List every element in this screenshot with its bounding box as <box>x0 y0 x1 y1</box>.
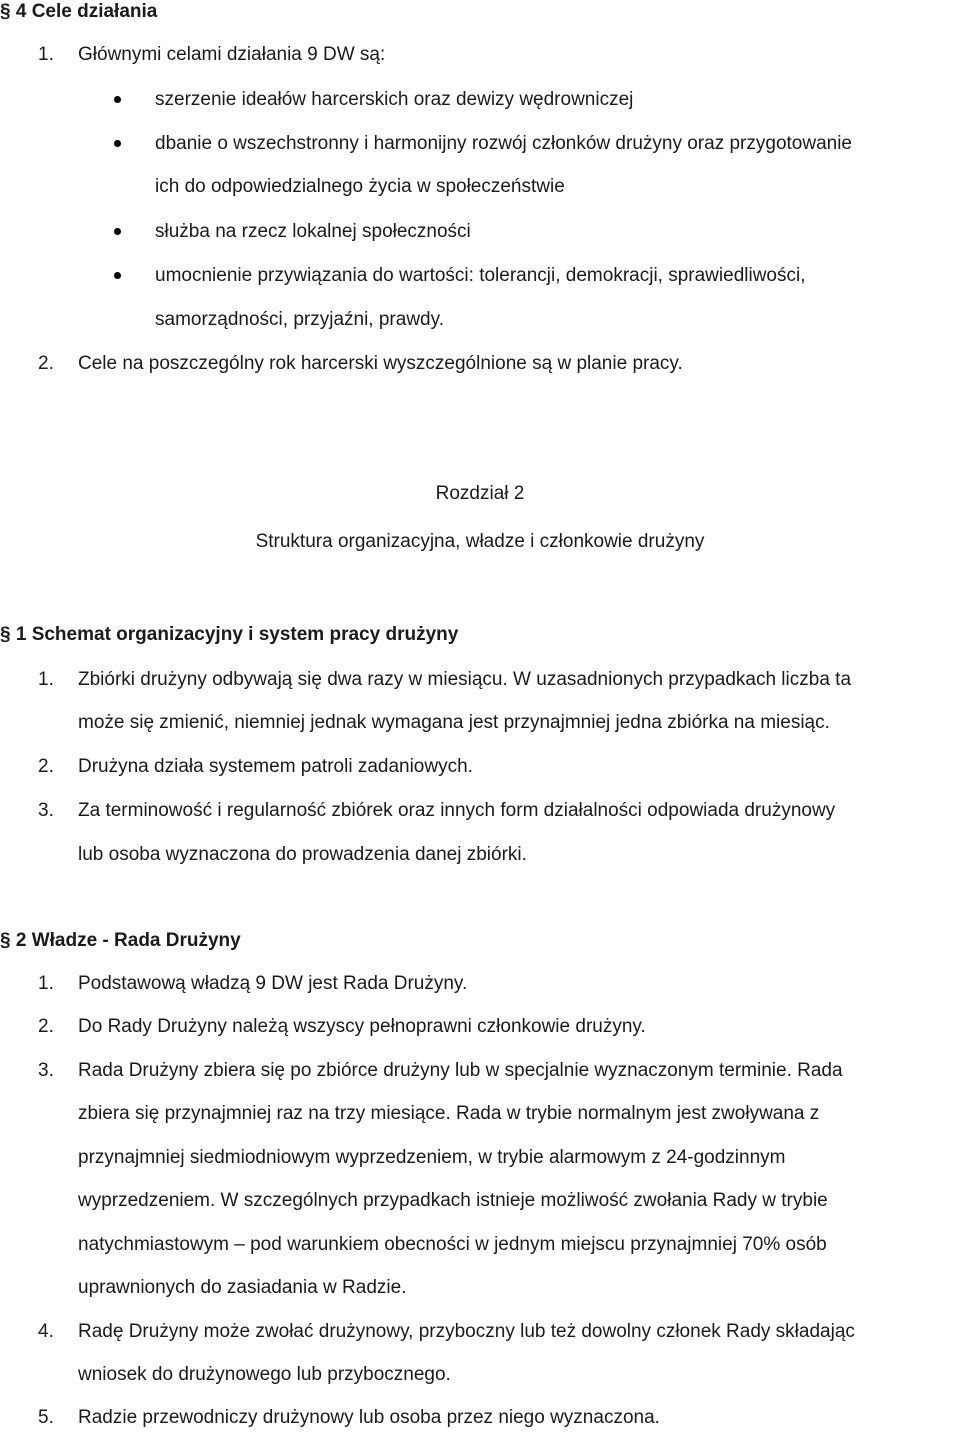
list-item-text: może się zmienić, niemniej jednak wymagana jest przynajmniej jedna zbiórka na miesiąc. <box>78 712 830 733</box>
list-number: 4. <box>38 1321 54 1342</box>
list-item-text: natychmiastowym – pod warunkiem obecności w jednym miejscu przynajmniej 70% osób <box>78 1234 827 1255</box>
bullet-item: dbanie o wszechstronny i harmonijny rozwój członków drużyny oraz przygotowanie <box>155 133 852 154</box>
bullet-item: umocnienie przywiązania do wartości: tolerancji, demokracji, sprawiedliwości, <box>155 265 806 286</box>
list-number: 3. <box>38 1060 54 1081</box>
section-heading-2: § 2 Władze - Rada Drużyny <box>0 930 241 951</box>
chapter-subtitle: Struktura organizacyjna, władze i członkowie drużyny <box>255 531 705 552</box>
list-item-text: lub osoba wyznaczona do prowadzenia danej zbiórki. <box>78 844 527 865</box>
list-item-text: przynajmniej siedmiodniowym wyprzedzeniem, w trybie alarmowym z 24-godzinnym <box>78 1147 786 1168</box>
list-item-text: Głównymi celami działania 9 DW są: <box>78 44 386 65</box>
bullet-item: szerzenie ideałów harcerskich oraz dewizy wędrowniczej <box>155 89 634 110</box>
list-number: 1. <box>38 44 54 65</box>
section-heading-1: § 1 Schemat organizacyjny i system pracy drużyny <box>0 624 459 645</box>
list-item-text: Do Rady Drużyny należą wszyscy pełnoprawni członkowie drużyny. <box>78 1016 646 1037</box>
list-item-text: wyprzedzeniem. W szczególnych przypadkach istnieje możliwość zwołania Rady w trybie <box>78 1190 828 1211</box>
list-item-text: Drużyna działa systemem patroli zadaniowych. <box>78 756 473 777</box>
list-item-text: Cele na poszczególny rok harcerski wyszczególnione są w planie pracy. <box>78 353 683 374</box>
list-number: 1. <box>38 669 54 690</box>
bullet-icon <box>114 272 121 279</box>
list-number: 2. <box>38 1016 54 1037</box>
list-item-text: Radzie przewodniczy drużynowy lub osoba przez niego wyznaczona. <box>78 1407 660 1428</box>
list-number: 2. <box>38 756 54 777</box>
list-number: 5. <box>38 1407 54 1428</box>
bullet-icon <box>114 140 121 147</box>
list-item-text: wniosek do drużynowego lub przybocznego. <box>78 1364 451 1385</box>
bullet-icon <box>114 96 121 103</box>
list-item-text: Za terminowość i regularność zbiórek oraz innych form działalności odpowiada drużynowy <box>78 800 836 821</box>
bullet-item: służba na rzecz lokalnej społeczności <box>155 221 471 242</box>
list-item-text: Rada Drużyny zbiera się po zbiórce drużyny lub w specjalnie wyznaczonym terminie. Rada <box>78 1060 843 1081</box>
list-number: 2. <box>38 353 54 374</box>
chapter-title: Rozdział 2 <box>435 483 525 504</box>
bullet-item-continued: samorządności, przyjaźni, prawdy. <box>155 309 444 330</box>
bullet-icon <box>114 228 121 235</box>
list-item-text: Podstawową władzą 9 DW jest Rada Drużyny. <box>78 973 468 994</box>
bullet-item-continued: ich do odpowiedzialnego życia w społeczeństwie <box>155 176 565 197</box>
list-item-text: Radę Drużyny może zwołać drużynowy, przyboczny lub też dowolny członek Rady składając <box>78 1321 855 1342</box>
list-number: 3. <box>38 800 54 821</box>
list-item-text: Zbiórki drużyny odbywają się dwa razy w miesiącu. W uzasadnionych przypadkach liczba ta <box>78 669 852 690</box>
section-heading-4: § 4 Cele działania <box>0 1 158 22</box>
list-number: 1. <box>38 973 54 994</box>
list-item-text: uprawnionych do zasiadania w Radzie. <box>78 1277 407 1298</box>
list-item-text: zbiera się przynajmniej raz na trzy miesiące. Rada w trybie normalnym jest zwoływana z <box>78 1103 820 1124</box>
